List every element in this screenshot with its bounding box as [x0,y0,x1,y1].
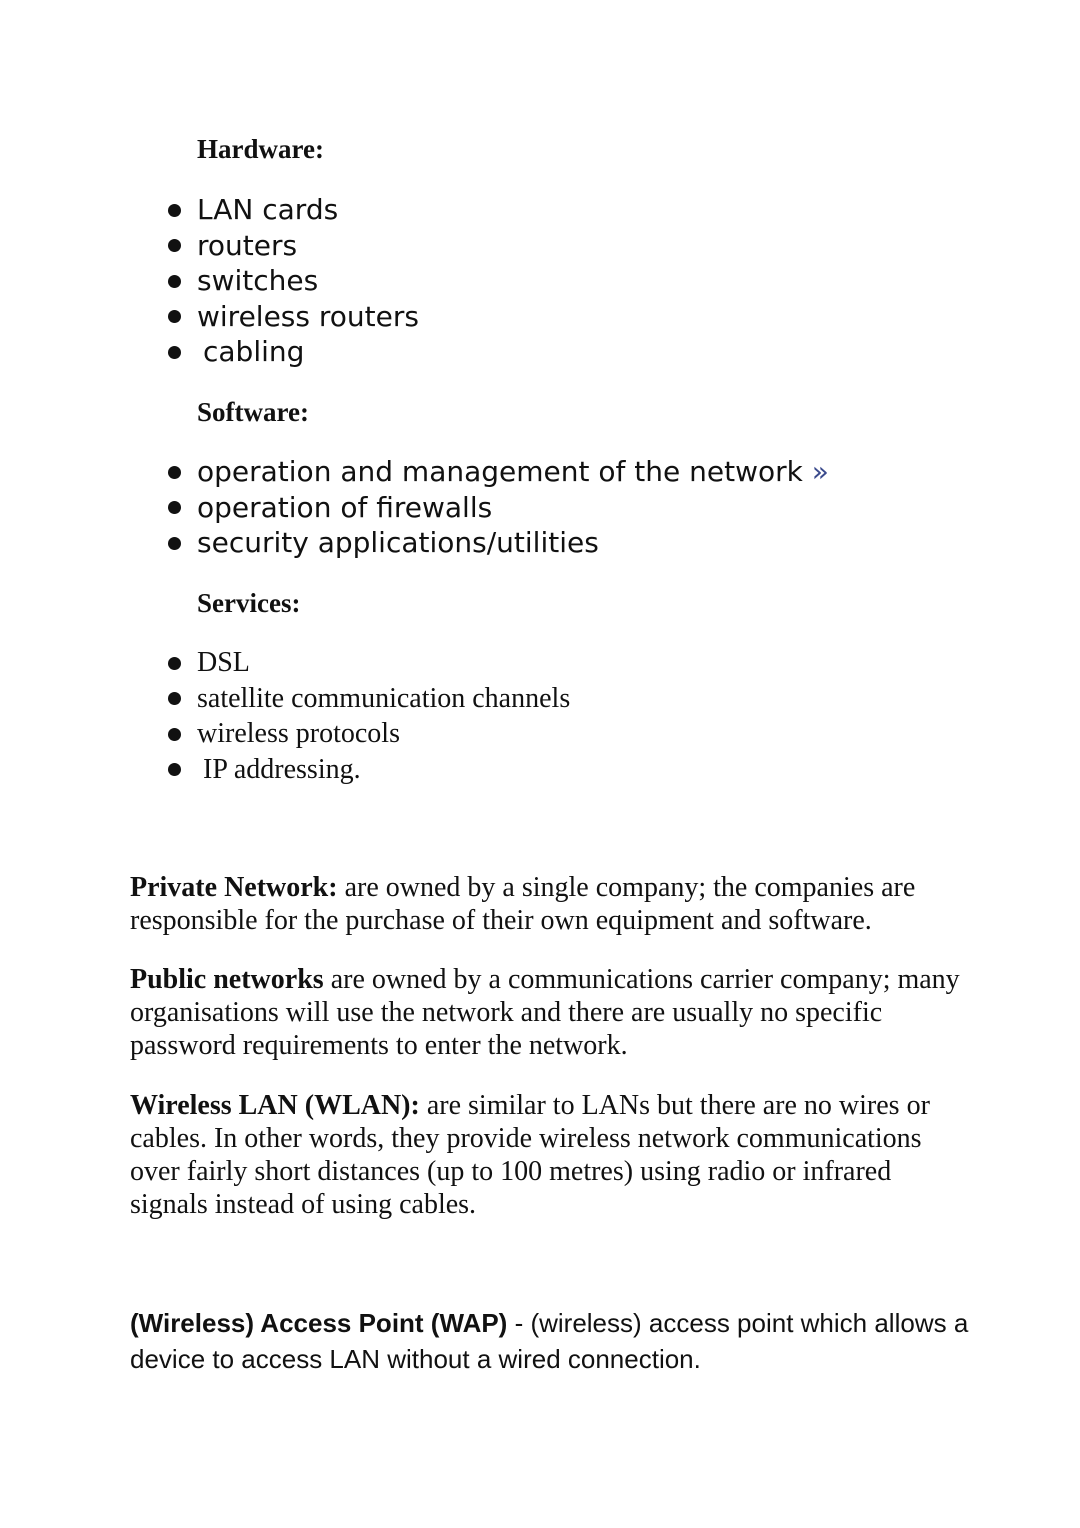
bullet-icon [168,466,181,479]
private-network-text: are owned by a single company; the companies are responsible for the purchase of their own equipment and software. [130,872,916,936]
wap-paragraph [130,1305,970,1377]
link-chevron-icon[interactable]: » [811,455,829,488]
bullet-icon [168,239,181,252]
bullet-icon [168,501,181,514]
hardware-heading: Hardware: [197,134,324,164]
software-heading: Software: [197,397,309,427]
bullet-icon [168,763,181,776]
wap-text: - (wireless) access point which allows a device to access LAN without a wired connection. [130,1308,969,1374]
wap-term: (Wireless) Access Point (WAP) [130,1308,508,1338]
list-item: satellite communication channels [160,681,570,717]
list-item: cabling [160,334,419,370]
list-item: wireless protocols [160,716,570,752]
bullet-icon [168,310,181,323]
list-item: operation and management of the network » [160,454,829,490]
bullet-icon [168,346,181,359]
list-item: operation of firewalls [160,490,829,526]
wlan-text: are similar to LANs but there are no wires or cables. In other words, they provide wireless network communications over fairly short distances (up to 100 metres) using radio or infrared signals instead of using cables. [130,1090,930,1220]
private-network-paragraph [130,871,970,937]
public-networks-term: Public networks [130,964,324,995]
private-network-term: Private Network: [130,872,338,903]
hardware-list [160,192,419,370]
public-networks-text: are owned by a communications carrier company; many organisations will use the network and there are usually no specific password requirements to enter the network. [130,964,960,1061]
bullet-icon [168,692,181,705]
wlan-paragraph [130,1089,970,1221]
list-item: DSL [160,645,570,681]
list-item: switches [160,263,419,299]
software-list [160,454,829,561]
list-item: LAN cards [160,192,419,228]
bullet-icon [168,275,181,288]
services-list [160,645,570,787]
wlan-term: Wireless LAN (WLAN): [130,1090,420,1121]
bullet-icon [168,657,181,670]
bullet-icon [168,728,181,741]
bullet-icon [168,537,181,550]
services-heading: Services: [197,588,301,618]
bullet-icon [168,204,181,217]
public-networks-paragraph [130,963,970,1062]
list-item: wireless routers [160,299,419,335]
list-item: security applications/utilities [160,525,829,561]
list-item: IP addressing. [160,752,570,788]
list-item: routers [160,228,419,264]
